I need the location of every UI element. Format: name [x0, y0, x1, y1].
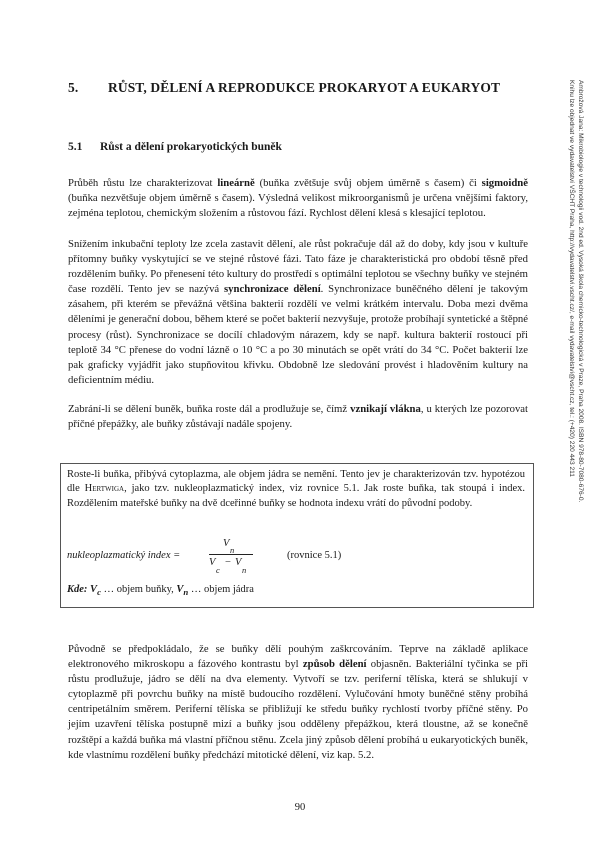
text: Zabrání-li se dělení buněk, buňka roste dál a prodlužuje se, čímž [68, 403, 351, 415]
side-note-line2: Knihu lze objednat ve vydavatelství VŠCHT Praha, http://vydavatelstvi.vscht.cz/, e-mail vydavatelstvi@vscht.cz, tel.: (+420) 220 443 211 [568, 80, 575, 477]
term-sigmoid: sigmoidně [481, 177, 528, 189]
text: Snížením inkubační teploty lze zcela zastavit dělení, ale růst pokračuje dál až do doby, kdy jsou v kultuře přítomny buňky vyskytující se ve stejné růstové fázi. Tato fáze je charakteristická pro období těsně před rozdělením buňky. Po přenesení této kultury do prostředí s optimální teplotou se všechny buňky ve stejném čase rozdělí. Tento jev se nazývá [68, 238, 528, 296]
legend-label: Kde: [67, 584, 91, 595]
text: . Synchronizace buněčného dělení je takovým zásahem, při kterém se převážná většina bakterií rozdělí ve velmi krátkém intervalu. Doba mezi dvěma děleními je generační dobou, během které se počet bakterií nezvyšuje, protože probíhají syntetické a štěpné procesy (růst). Synchronizace se docílí chladovým nárazem, kdy se např. kultura bakterií rostoucí při teplotě 34 °C přenese do vodní lázně o 10 °C a po 30 minutách se opět vrátí do 34 °C. Počet bakterií lze pak graficky vyjádřit jako stupňovitou křivku. Obdobně lze sledování provést i hladověním kultury na deficientním médiu. [68, 283, 528, 386]
term-synchronization: synchronizace dělení [224, 283, 321, 296]
denominator-sub1: c [216, 565, 220, 575]
text: (buňka nezvětšuje objem úměrně s časem). Výsledná velikost mikroorganismů je určena vnějšími faktory, zejména teplotou, chemickým složením a růstovou fází. Rychlost dělení klesá s klesající teplotou. [68, 192, 528, 220]
section-heading [68, 141, 282, 153]
section-number: 5.1 [68, 141, 83, 153]
chapter-number: 5. [68, 80, 79, 95]
legend-vc-sub: c [97, 587, 101, 598]
numerator-sub: n [230, 545, 235, 555]
term-division-mode: způsob dělení [302, 658, 367, 671]
equation-legend [67, 584, 254, 597]
box-paragraph [67, 468, 525, 511]
chapter-heading [68, 80, 500, 96]
denominator-v1: V [209, 557, 216, 568]
paragraph-division [68, 642, 528, 763]
term-linear: lineárně [217, 177, 255, 189]
text: Průběh růstu lze charakterizovat [68, 177, 218, 189]
legend-vn: V [176, 584, 184, 595]
section-title: Růst a dělení prokaryotických buněk [100, 141, 282, 153]
fraction-bar [209, 554, 253, 555]
legend-vc-text: … objem buňky, [100, 584, 177, 595]
side-note-line1: Ambrožová Jana: Mikrobiologie v technologii vod. 2nd ed. Vysoká škola chemicko-technologická v Praze, Praha 2008. ISBN 978-80-7080-676-0. [577, 80, 584, 503]
legend-vn-sub: n [183, 587, 189, 598]
paragraph-growth [68, 176, 528, 221]
paragraph-synchronization [68, 237, 528, 388]
text: Původně se předpokládalo, že se buňky dělí pouhým zaškrcováním. Teprve na základě aplikace elektronového mikroskopu a fázového kontrastu byl [68, 643, 528, 671]
author-name: Hertwiga [84, 483, 125, 495]
text: , jako tzv. nukleoplazmatický index, viz rovnice 5.1. Jak roste buňka, tak stoupá i index. Rozdělením mateřské buňky na dvě dceřinné buňky se hodnota indexu vrátí do původní podoby. [67, 483, 525, 509]
equation [67, 536, 387, 576]
minus-sign: − [225, 557, 231, 568]
text: objasněn. Bakteriální tyčinka se při růstu prodlužuje, jádro se dělí na dva elementy. Vytvoří se tzv. periferní tělíska, která se shlukují v cytoplazmě při povrchu buňky na místě budoucího rozdělení. Vylučování hmoty buněčné stěny probíhá centripetálním směrem. Periferní tělíska se přibližují ke středu buňky rychlostí tvorby příčné stěny. Po jejím uzavření tělíska postupně mizí a buňky jsou odděleny přepážkou, která tloustne, až se konečně rozštěpí a každá buňka má vlastní příčnou stěnu. Zcela jiný způsob dělení probíhá u eukaryotických buněk, kde vlastnímu rozdělení buňky předchází mitotické dělení, viz kap. 5.2. [68, 658, 528, 761]
page-number: 90 [294, 802, 306, 813]
equation-reference: (rovnice 5.1) [287, 550, 342, 561]
info-box [60, 463, 534, 608]
numerator-v: V [223, 538, 230, 549]
text: Roste-li buňka, přibývá cytoplazma, ale objem jádra se nemění. Tento jev je charakterizován tzv. hypotézou dle [67, 469, 525, 495]
equation-lhs: nukleoplazmatický index = [67, 550, 181, 561]
chapter-title: RŮST, DĚLENÍ A REPRODUKCE PROKARYOT A EUKARYOT [108, 80, 501, 95]
paragraph-filaments [68, 402, 528, 432]
legend-vc: V [90, 584, 98, 595]
denominator-v2: V [235, 557, 242, 568]
denominator-sub2: n [242, 565, 247, 575]
text: , u kterých lze pozorovat příčné přepážky, ale buňky zůstávají nadále spojeny. [68, 403, 528, 431]
term-filaments: vznikají vlákna [350, 403, 421, 415]
legend-vn-text: … objem jádra [188, 584, 254, 595]
text: (buňka zvětšuje svůj objem úměrně s časem) či [254, 177, 482, 189]
side-note [565, 80, 585, 640]
